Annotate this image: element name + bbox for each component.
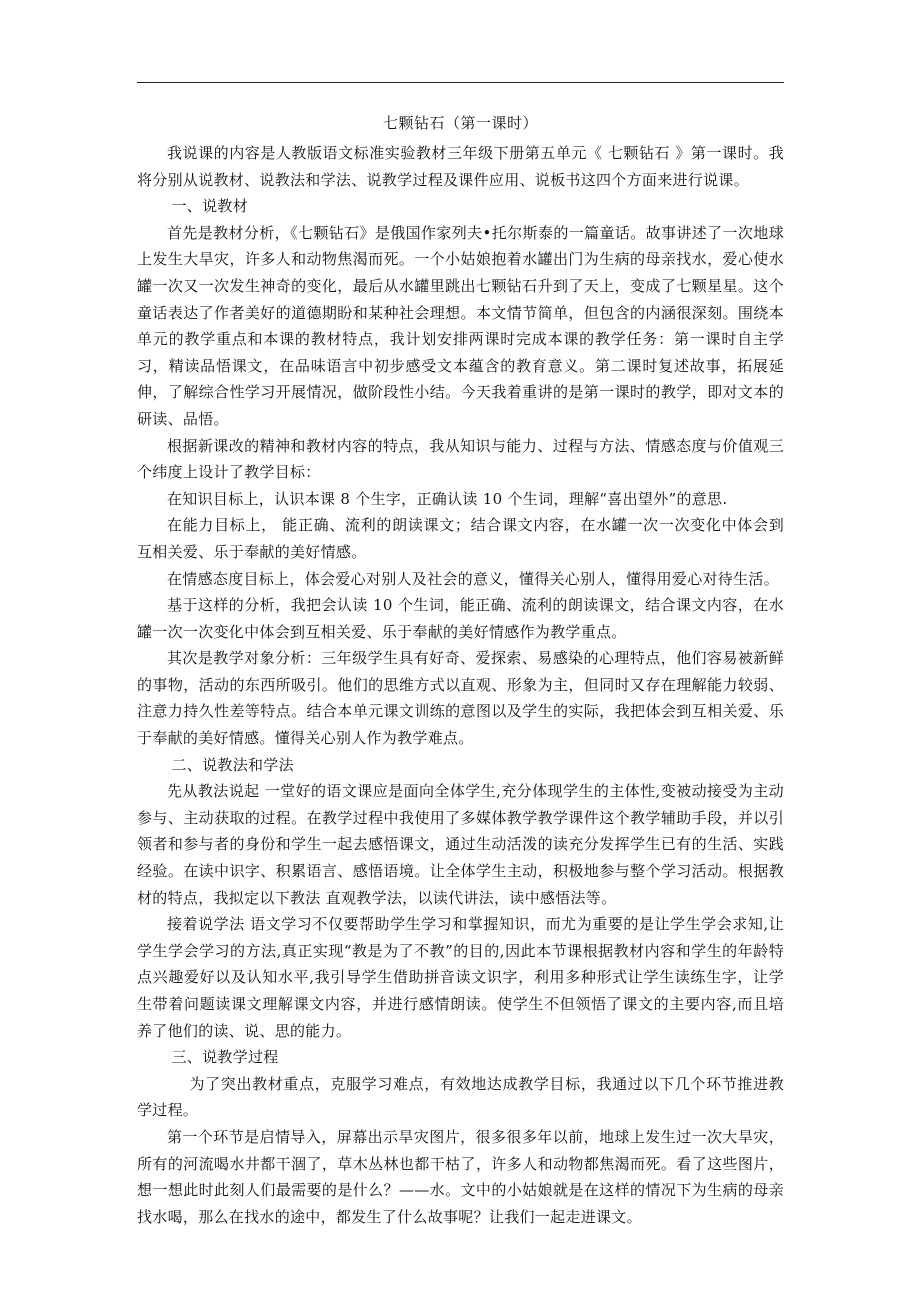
header-rule xyxy=(137,82,784,83)
intro-paragraph: 我说课的内容是人教版语文标准实验教材三年级下册第五单元《 七颗钻石 》第一课时。我将分别从说教材、说教法和学法、说教学过程及课件应用、说板书这四个方面来进行说课。 xyxy=(137,144,784,189)
section-heading-teaching-material: 一、说教材 xyxy=(171,197,249,216)
paragraph-teaching-method: 先从教法说起 一堂好的语文课应是面向全体学生,充分体现学生的主体性,变被动接受为主动参与、主动获取的过程。在教学过程中我使用了多媒体教学教学课件这个教学辅助手段，并以引领者和参与者的身份和学生一起去感悟课文，通过生动活泼的读充分发挥学生已有的生活、实践经验。在读中识字、积累语言、感悟语境。让全体学生主动，积极地参与整个学习活动。根据教材的特点，我拟定以下教法 直观教学法，以读代讲法，读中感悟法等。 xyxy=(137,782,784,907)
paragraph-teaching-goals: 根据新课改的精神和教材内容的特点，我从知识与能力、过程与方法、情感态度与价值观三个纬度上设计了教学目标： xyxy=(137,436,784,482)
paragraph-ability-goal: 在能力目标上， 能正确、流利的朗读课文；结合课文内容，在水罐一次一次变化中体会到互相关爱、乐于奉献的美好情感。 xyxy=(137,516,784,561)
paragraph-learning-method: 接着说学法 语文学习不仅要帮助学生学习和掌握知识，而尤为重要的是让学生学会求知,让学生学会学习的方法,真正实现“教是为了不教”的目的,因此本节课根据教材内容和学生的年龄特点兴趣爱好以及认知水平,我引导学生借助拼音读文识字，利用多种形式让学生读练生字，让学生带着问题读课文理解课文内容，并进行感情朗读。使学生不但领悟了课文的主要内容,而且培养了他们的读、说、思的能力。 xyxy=(137,915,784,1040)
paragraph-process-intro: 为了突出教材重点，克服学习难点，有效地达成教学目标，我通过以下几个环节推进教学过程。 xyxy=(137,1074,784,1120)
document-page xyxy=(137,108,784,1230)
section-heading-methods: 二、说教法和学法 xyxy=(171,755,294,774)
paragraph-knowledge-goal: 在知识目标上，认识本课 8 个生字，正确认读 10 个生词，理解“喜出望外”的意思. xyxy=(167,489,728,508)
section-heading-process: 三、说教学过程 xyxy=(171,1048,279,1067)
paragraph-material-analysis: 首先是教材分析，《七颗钻石》是俄国作家列夫•托尔斯泰的一篇童话。故事讲述了一次地球上发生大旱灾，许多人和动物焦渴而死。一个小姑娘抱着水罐出门为生病的母亲找水，爱心使水罐一次又一次发生神奇的变化，最后从水罐里跳出七颗钻石升到了天上，变成了七颗星星。这个童话表达了作者美好的道德期盼和某种社会理想。本文情节简单，但包含的内涵很深刻。围绕本单元的教学重点和本课的教材特点，我计划安排两课时完成本课的教学任务：第一课时自主学习，精读品悟课文，在品味语言中初步感受文本蕴含的教育意义。第二课时复述故事，拓展延伸，了解综合性学习开展情况，做阶段性小结。今天我着重讲的是第一课时的教学，即对文本的研读、品悟。 xyxy=(137,223,784,428)
paragraph-first-step: 第一个环节是启情导入，屏幕出示旱灾图片，很多很多年以前，地球上发生过一次大旱灾，所有的河流喝水井都干涸了，草木丛林也都干枯了，许多人和动物都焦渴而死。看了这些图片，想一想此时此刻人们最需要的是什么？——水。文中的小姑娘就是在这样的情况下为生病的母亲找水喝，那么在找水的途中，都发生了什么故事呢？让我们一起走进课文。 xyxy=(137,1127,784,1226)
paragraph-student-analysis: 其次是教学对象分析：三年级学生具有好奇、爱探索、易感染的心理特点，他们容易被新鲜的事物，活动的东西所吸引。他们的思维方式以直观、形象为主，但同时又存在理解能力较弱、注意力持久性差等特点。结合本单元课文训练的意图以及学生的实际，我把体会到互相关爱、乐于奉献的美好情感。懂得关心别人作为教学难点。 xyxy=(137,649,784,748)
paragraph-emotion-goal: 在情感态度目标上，体会爱心对别人及社会的意义，懂得关心别人，懂得用爱心对待生活。 xyxy=(167,569,780,588)
document-title: 七颗钻石（第一课时） xyxy=(382,114,538,132)
paragraph-key-points: 基于这样的分析，我把会认读 10 个生词，能正确、流利的朗读课文，结合课文内容，在水罐一次一次变化中体会到互相关爱、乐于奉献的美好情感作为教学重点。 xyxy=(137,596,784,641)
